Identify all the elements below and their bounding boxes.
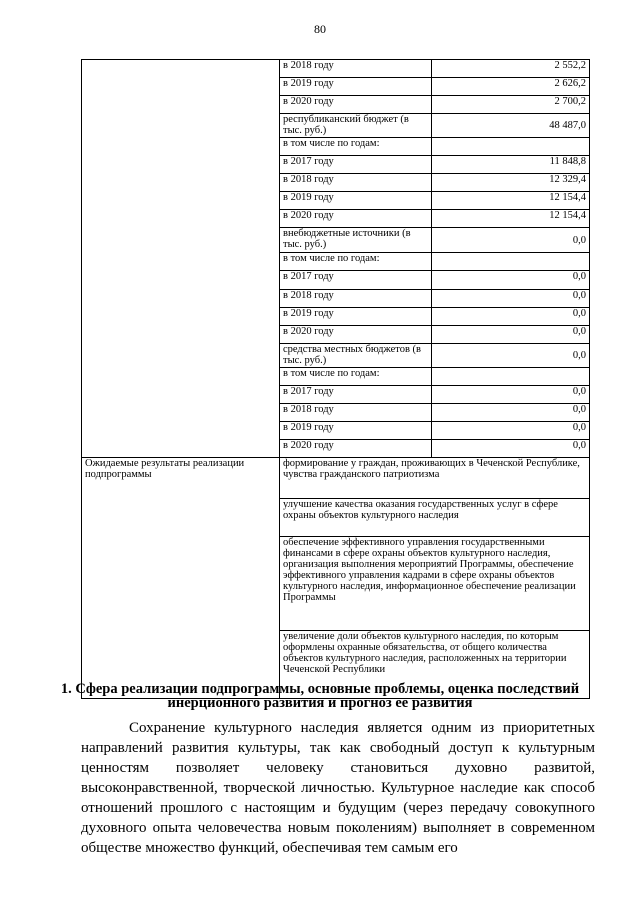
funding-label: в 2017 году bbox=[280, 271, 432, 290]
funding-label: республиканский бюджет (в тыс. руб.) bbox=[280, 114, 432, 138]
expected-result: улучшение качества оказания государственных услуг в сфере охраны объектов культурного наследия bbox=[280, 499, 590, 537]
funding-label: в 2019 году bbox=[280, 422, 432, 440]
funding-label: в том числе по годам: bbox=[280, 368, 432, 386]
results-label: Ожидаемые результаты реализации подпрограммы bbox=[82, 458, 280, 699]
funding-value: 0,0 bbox=[432, 228, 590, 253]
funding-value: 0,0 bbox=[432, 344, 590, 368]
section-heading: 1. Сфера реализации подпрограммы, основные проблемы, оценка последствий инерционного развития и прогноз ее развития bbox=[60, 681, 580, 711]
funding-value: 12 154,4 bbox=[432, 210, 590, 228]
funding-value: 0,0 bbox=[432, 290, 590, 308]
funding-label: в 2020 году bbox=[280, 440, 432, 458]
subprogram-passport-table bbox=[81, 59, 590, 699]
funding-label: в 2020 году bbox=[280, 96, 432, 114]
empty-label-cell bbox=[82, 60, 280, 458]
body-paragraph: Сохранение культурного наследия является одним из приоритетных направлений развития культуры, так как свободный доступ к культурным ценностям позволяет человеку становиться духовно развитой, высоконравственной, творческой личностью. Культурное наследие как способ отношений прошлого с настоящим и будущим (через передачу совокупного духовного опыта человечества новым поколениям) выполняет в современном обществе множество функций, обеспечивая тем самым его bbox=[81, 720, 595, 856]
funding-value: 12 154,4 bbox=[432, 192, 590, 210]
funding-label: в 2019 году bbox=[280, 308, 432, 326]
funding-value: 12 329,4 bbox=[432, 174, 590, 192]
funding-label: в 2019 году bbox=[280, 78, 432, 96]
page-number: 80 bbox=[314, 22, 326, 36]
expected-result: обеспечение эффективного управления государственными финансами в сфере охраны объектов культурного наследия, организация выполнения мероприятий Программы, обеспечение эффективного управления кадрами в сфере охраны объектов культурного наследия, информационное обеспечение реализации Программы bbox=[280, 537, 590, 631]
expected-result: формирование у граждан, проживающих в Чеченской Республике, чувства гражданского патриотизма bbox=[280, 458, 590, 499]
funding-value: 0,0 bbox=[432, 308, 590, 326]
funding-value: 2 626,2 bbox=[432, 78, 590, 96]
funding-label: в 2018 году bbox=[280, 174, 432, 192]
funding-label: в том числе по годам: bbox=[280, 253, 432, 271]
funding-label: средства местных бюджетов (в тыс. руб.) bbox=[280, 344, 432, 368]
funding-value: 0,0 bbox=[432, 271, 590, 290]
funding-label: в 2018 году bbox=[280, 404, 432, 422]
funding-value bbox=[432, 368, 590, 386]
funding-value: 0,0 bbox=[432, 422, 590, 440]
funding-label: в 2019 году bbox=[280, 192, 432, 210]
funding-label: в том числе по годам: bbox=[280, 138, 432, 156]
funding-value bbox=[432, 253, 590, 271]
funding-value: 2 552,2 bbox=[432, 60, 590, 78]
funding-label: в 2018 году bbox=[280, 290, 432, 308]
funding-label: в 2020 году bbox=[280, 210, 432, 228]
funding-value: 11 848,8 bbox=[432, 156, 590, 174]
funding-label: в 2020 году bbox=[280, 326, 432, 344]
funding-label: в 2017 году bbox=[280, 386, 432, 404]
funding-value: 0,0 bbox=[432, 386, 590, 404]
expected-result: увеличение доли объектов культурного наследия, по которым оформлены охранные обязательства, от общего количества объектов культурного наследия, расположенных на территории Чеченской Республики bbox=[280, 631, 590, 699]
funding-value: 0,0 bbox=[432, 326, 590, 344]
funding-value: 0,0 bbox=[432, 440, 590, 458]
funding-value: 0,0 bbox=[432, 404, 590, 422]
funding-value: 2 700,2 bbox=[432, 96, 590, 114]
funding-label: в 2017 году bbox=[280, 156, 432, 174]
funding-label: внебюджетные источники (в тыс. руб.) bbox=[280, 228, 432, 253]
funding-value: 48 487,0 bbox=[432, 114, 590, 138]
funding-label: в 2018 году bbox=[280, 60, 432, 78]
funding-value bbox=[432, 138, 590, 156]
